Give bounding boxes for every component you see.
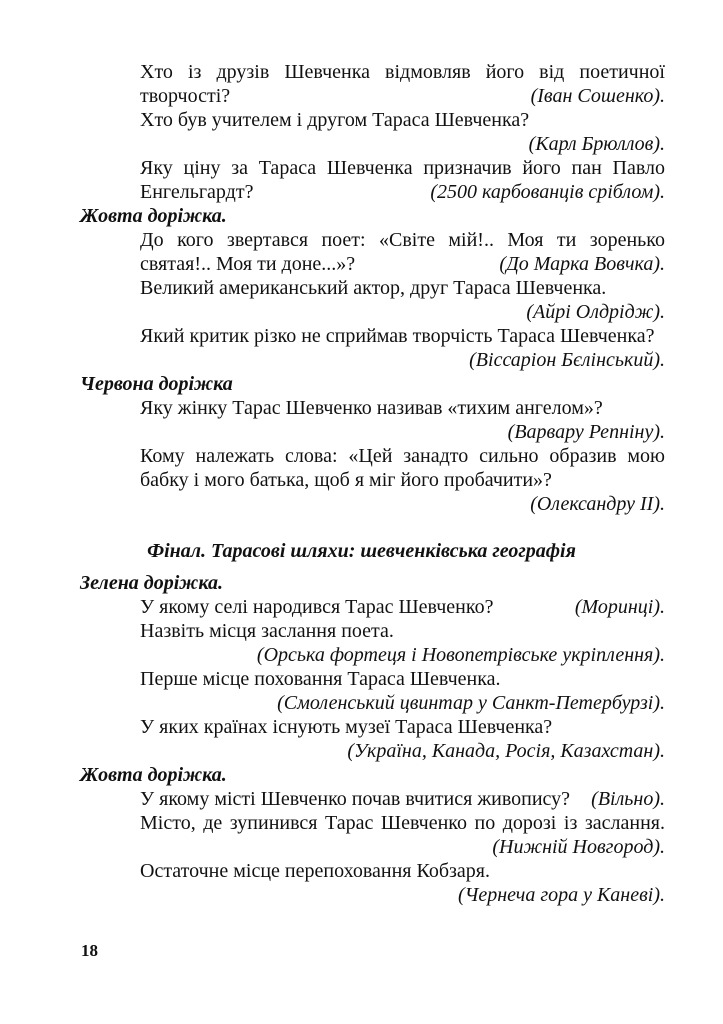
section-heading-yellow: Жовта доріжка. bbox=[80, 764, 227, 786]
final-title: Фінал. Тарасові шляхи: шевченківська географія bbox=[147, 540, 576, 562]
answer-text: (Варвару Репніну). bbox=[507, 421, 665, 443]
answer-text: (Віссаріон Бєлінський). bbox=[469, 349, 665, 371]
question-text: Кому належать слова: «Цей занадто сильно образив мою bbox=[140, 445, 665, 467]
question-text: Який критик різко не сприймав творчість Тараса Шевченка? bbox=[140, 325, 655, 347]
question-text: Остаточне місце перепоховання Кобзаря. bbox=[140, 860, 490, 882]
question-text: Енгельгардт? bbox=[140, 181, 254, 203]
answer-text: (Олександру II). bbox=[530, 493, 665, 515]
page-number: 18 bbox=[81, 941, 98, 960]
section-heading-green: Зелена доріжка. bbox=[80, 572, 223, 594]
question-text: Місто, де зупинився Тарас Шевченко по дорозі із заслання. bbox=[140, 812, 665, 834]
section-heading-yellow: Жовта доріжка. bbox=[80, 205, 227, 227]
answer-text: (Нижній Новгород). bbox=[492, 836, 665, 858]
answer-text: (Карл Брюллов). bbox=[528, 133, 665, 155]
question-text: У якому місті Шевченко почав вчитися живопису? bbox=[140, 788, 571, 810]
question-text: Яку ціну за Тараса Шевченка призначив його пан Павло bbox=[140, 157, 665, 179]
answer-text: (Україна, Канада, Росія, Казахстан). bbox=[347, 740, 665, 762]
section-heading-red: Червона доріжка bbox=[80, 373, 233, 395]
question-text: Яку жінку Тарас Шевченко називав «тихим ангелом»? bbox=[140, 397, 603, 419]
answer-text: (2500 карбованців сріблом). bbox=[430, 181, 665, 203]
question-text: бабку і мого батька, щоб я міг його пробачити»? bbox=[140, 469, 552, 491]
answer-text: (Іван Сошенко). bbox=[530, 85, 665, 107]
question-text: Хто із друзів Шевченка відмовляв його від поетичної bbox=[140, 61, 665, 83]
question-text: творчості? bbox=[140, 85, 231, 107]
answer-text: (До Марка Вовчка). bbox=[499, 253, 665, 275]
question-text: У якому селі народився Тарас Шевченко? bbox=[140, 596, 494, 618]
question-text: Перше місце поховання Тараса Шевченка. bbox=[140, 668, 501, 690]
answer-text: (Вільно). bbox=[591, 788, 665, 810]
answer-text: (Чернеча гора у Каневі). bbox=[457, 884, 665, 906]
answer-text: (Орська фортеця і Новопетрівське укріплення). bbox=[256, 644, 665, 666]
question-text: Хто був учителем і другом Тараса Шевченка? bbox=[140, 109, 530, 131]
question-text: До кого звертався поет: «Світе мій!.. Моя ти зоренько bbox=[140, 229, 665, 251]
question-text: святая!.. Моя ти доне...»? bbox=[140, 253, 356, 275]
answer-text: (Айрі Олдрідж). bbox=[526, 301, 665, 323]
answer-text: (Смоленський цвинтар у Санкт-Петербурзі). bbox=[277, 692, 665, 714]
question-text: Великий американський актор, друг Тараса Шевченка. bbox=[140, 277, 607, 299]
question-text: У яких країнах існують музеї Тараса Шевченка? bbox=[140, 716, 553, 738]
question-text: Назвіть місця заслання поета. bbox=[140, 620, 394, 642]
answer-text: (Моринці). bbox=[574, 596, 665, 618]
